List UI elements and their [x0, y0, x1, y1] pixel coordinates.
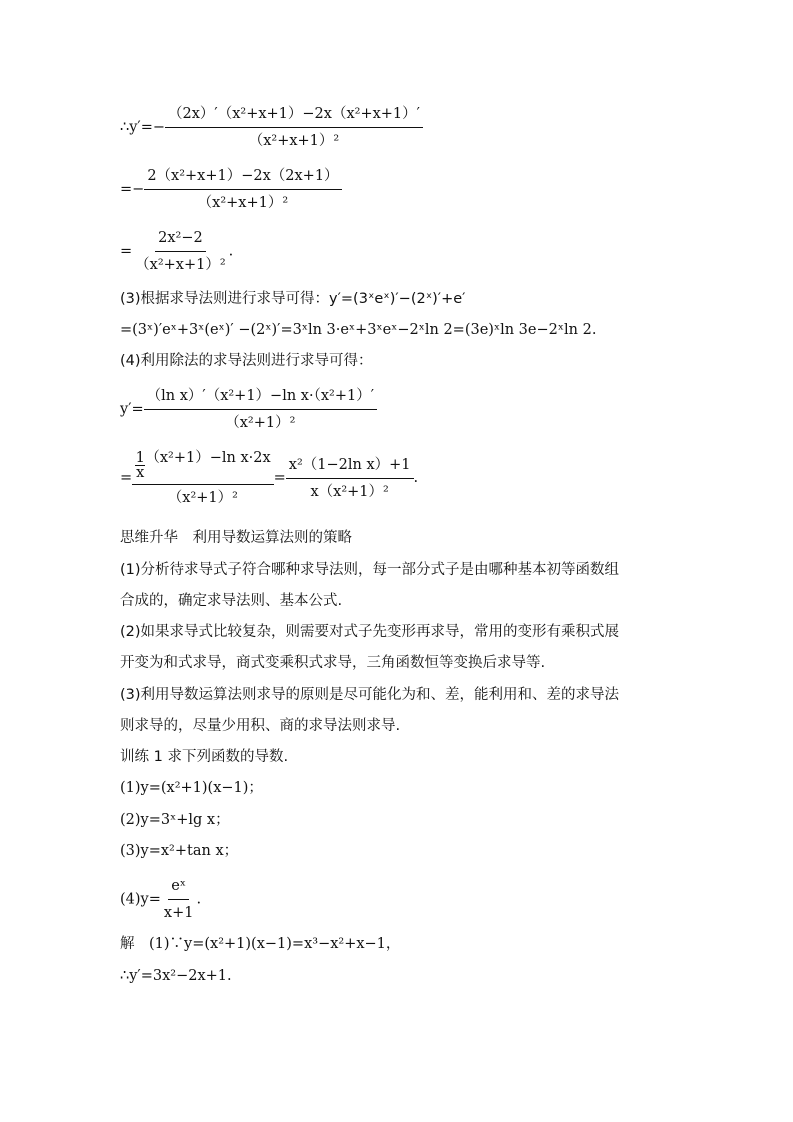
- summary-p3-line-1: (3)利用导数运算法则求导的原则是尽可能化为和、差，能利用和、差的求导法: [120, 687, 620, 703]
- part3-line-1: (3)根据求导法则进行求导可得：y′=(3ˣeˣ)′−(2ˣ)′+e′: [120, 291, 466, 307]
- summary-p2-line-2: 开变为和式求导，商式变乘积式求导，三角函数恒等变换后求导等.: [120, 655, 546, 671]
- step-prefix: y′=: [120, 401, 144, 418]
- summary-heading: 思维升华 利用导数运算法则的策略: [120, 530, 352, 546]
- fraction: [161, 876, 197, 923]
- question-prefix: (4)y=: [120, 891, 161, 908]
- derivation-step-2: [120, 166, 342, 213]
- step-prefix: ∴y′=−: [120, 119, 166, 136]
- fraction: [132, 228, 229, 275]
- fraction-denominator: （x²+x+1）²: [135, 257, 226, 273]
- exercise-question-1: (1)y=(x²+1)(x−1)；: [120, 780, 263, 796]
- fraction: [132, 448, 273, 508]
- result-fraction: [286, 455, 414, 502]
- fraction: [165, 104, 423, 151]
- solution-line-2: ∴y′=3x²−2x+1.: [120, 968, 232, 984]
- derivation-step-3: [120, 228, 233, 275]
- fraction-numerator: 2（x²+x+1）−2x（2x+1）: [144, 166, 341, 190]
- part3-line-2: =(3ˣ)′eˣ+3ˣ(eˣ)′ −(2ˣ)′=3ˣln 3·eˣ+3ˣeˣ−2ˣln 2=(3e)ˣln 3e−2ˣln 2.: [120, 322, 597, 338]
- fraction-numerator: （2x）′（x²+x+1）−2x（x²+x+1）′: [165, 104, 423, 128]
- exercise-question-4: [120, 876, 201, 923]
- fraction: [144, 166, 341, 213]
- fraction-denominator: （x²+1）²: [167, 490, 238, 506]
- fraction-numerator: eˣ: [168, 876, 189, 900]
- fraction-numerator: （ln x）′（x²+1）−ln x·（x²+1）′: [144, 386, 377, 410]
- part4-step-2: [120, 448, 418, 508]
- equals-sign: =: [273, 470, 286, 486]
- one-over-x: [135, 451, 145, 481]
- summary-p2-line-1: (2)如果求导式比较复杂，则需要对式子先变形再求导，常用的变形有乘积式展: [120, 624, 620, 640]
- step-prefix: =−: [120, 181, 145, 198]
- exercise-question-2: (2)y=3ˣ+lg x；: [120, 812, 230, 828]
- exercise-title: 训练 1 求下列函数的导数.: [120, 749, 289, 765]
- denominator-x: x: [136, 465, 145, 481]
- fraction-numerator: 2x²−2: [155, 228, 206, 252]
- part4-step-1: [120, 386, 377, 433]
- fraction-denominator: x+1: [163, 905, 194, 921]
- step-prefix: =: [120, 243, 133, 260]
- exercise-question-3: (3)y=x²+tan x；: [120, 843, 239, 859]
- numerator-rest: （x²+1）−ln x·2x: [145, 450, 271, 466]
- summary-p1-line-2: 合成的，确定求导法则、基本公式.: [120, 593, 343, 609]
- fraction-denominator: （x²+x+1）²: [248, 133, 340, 149]
- question-suffix: .: [196, 891, 202, 908]
- numerator-one: 1: [135, 450, 145, 466]
- fraction-numerator: [132, 448, 273, 485]
- step-prefix: =: [120, 470, 133, 486]
- step-suffix: .: [228, 243, 234, 260]
- summary-p3-line-2: 则求导的，尽量少用积、商的求导法则求导.: [120, 718, 401, 734]
- derivation-step-1: [120, 104, 423, 151]
- part4-intro: (4)利用除法的求导法则进行求导可得：: [120, 353, 373, 369]
- fraction-denominator: （x²+1）²: [225, 415, 296, 431]
- fraction-denominator: （x²+x+1）²: [197, 195, 289, 211]
- step-suffix: .: [413, 470, 419, 486]
- summary-p1-line-1: (1)分析待求导式子符合哪种求导法则，每一部分式子是由哪种基本初等函数组: [120, 562, 620, 578]
- fraction-denominator: x（x²+1）²: [310, 483, 389, 500]
- fraction: [144, 386, 377, 433]
- solution-line-1: 解 (1)∵y=(x²+1)(x−1)=x³−x²+x−1，: [120, 936, 401, 952]
- fraction-numerator: x²（1−2ln x）+1: [286, 455, 414, 479]
